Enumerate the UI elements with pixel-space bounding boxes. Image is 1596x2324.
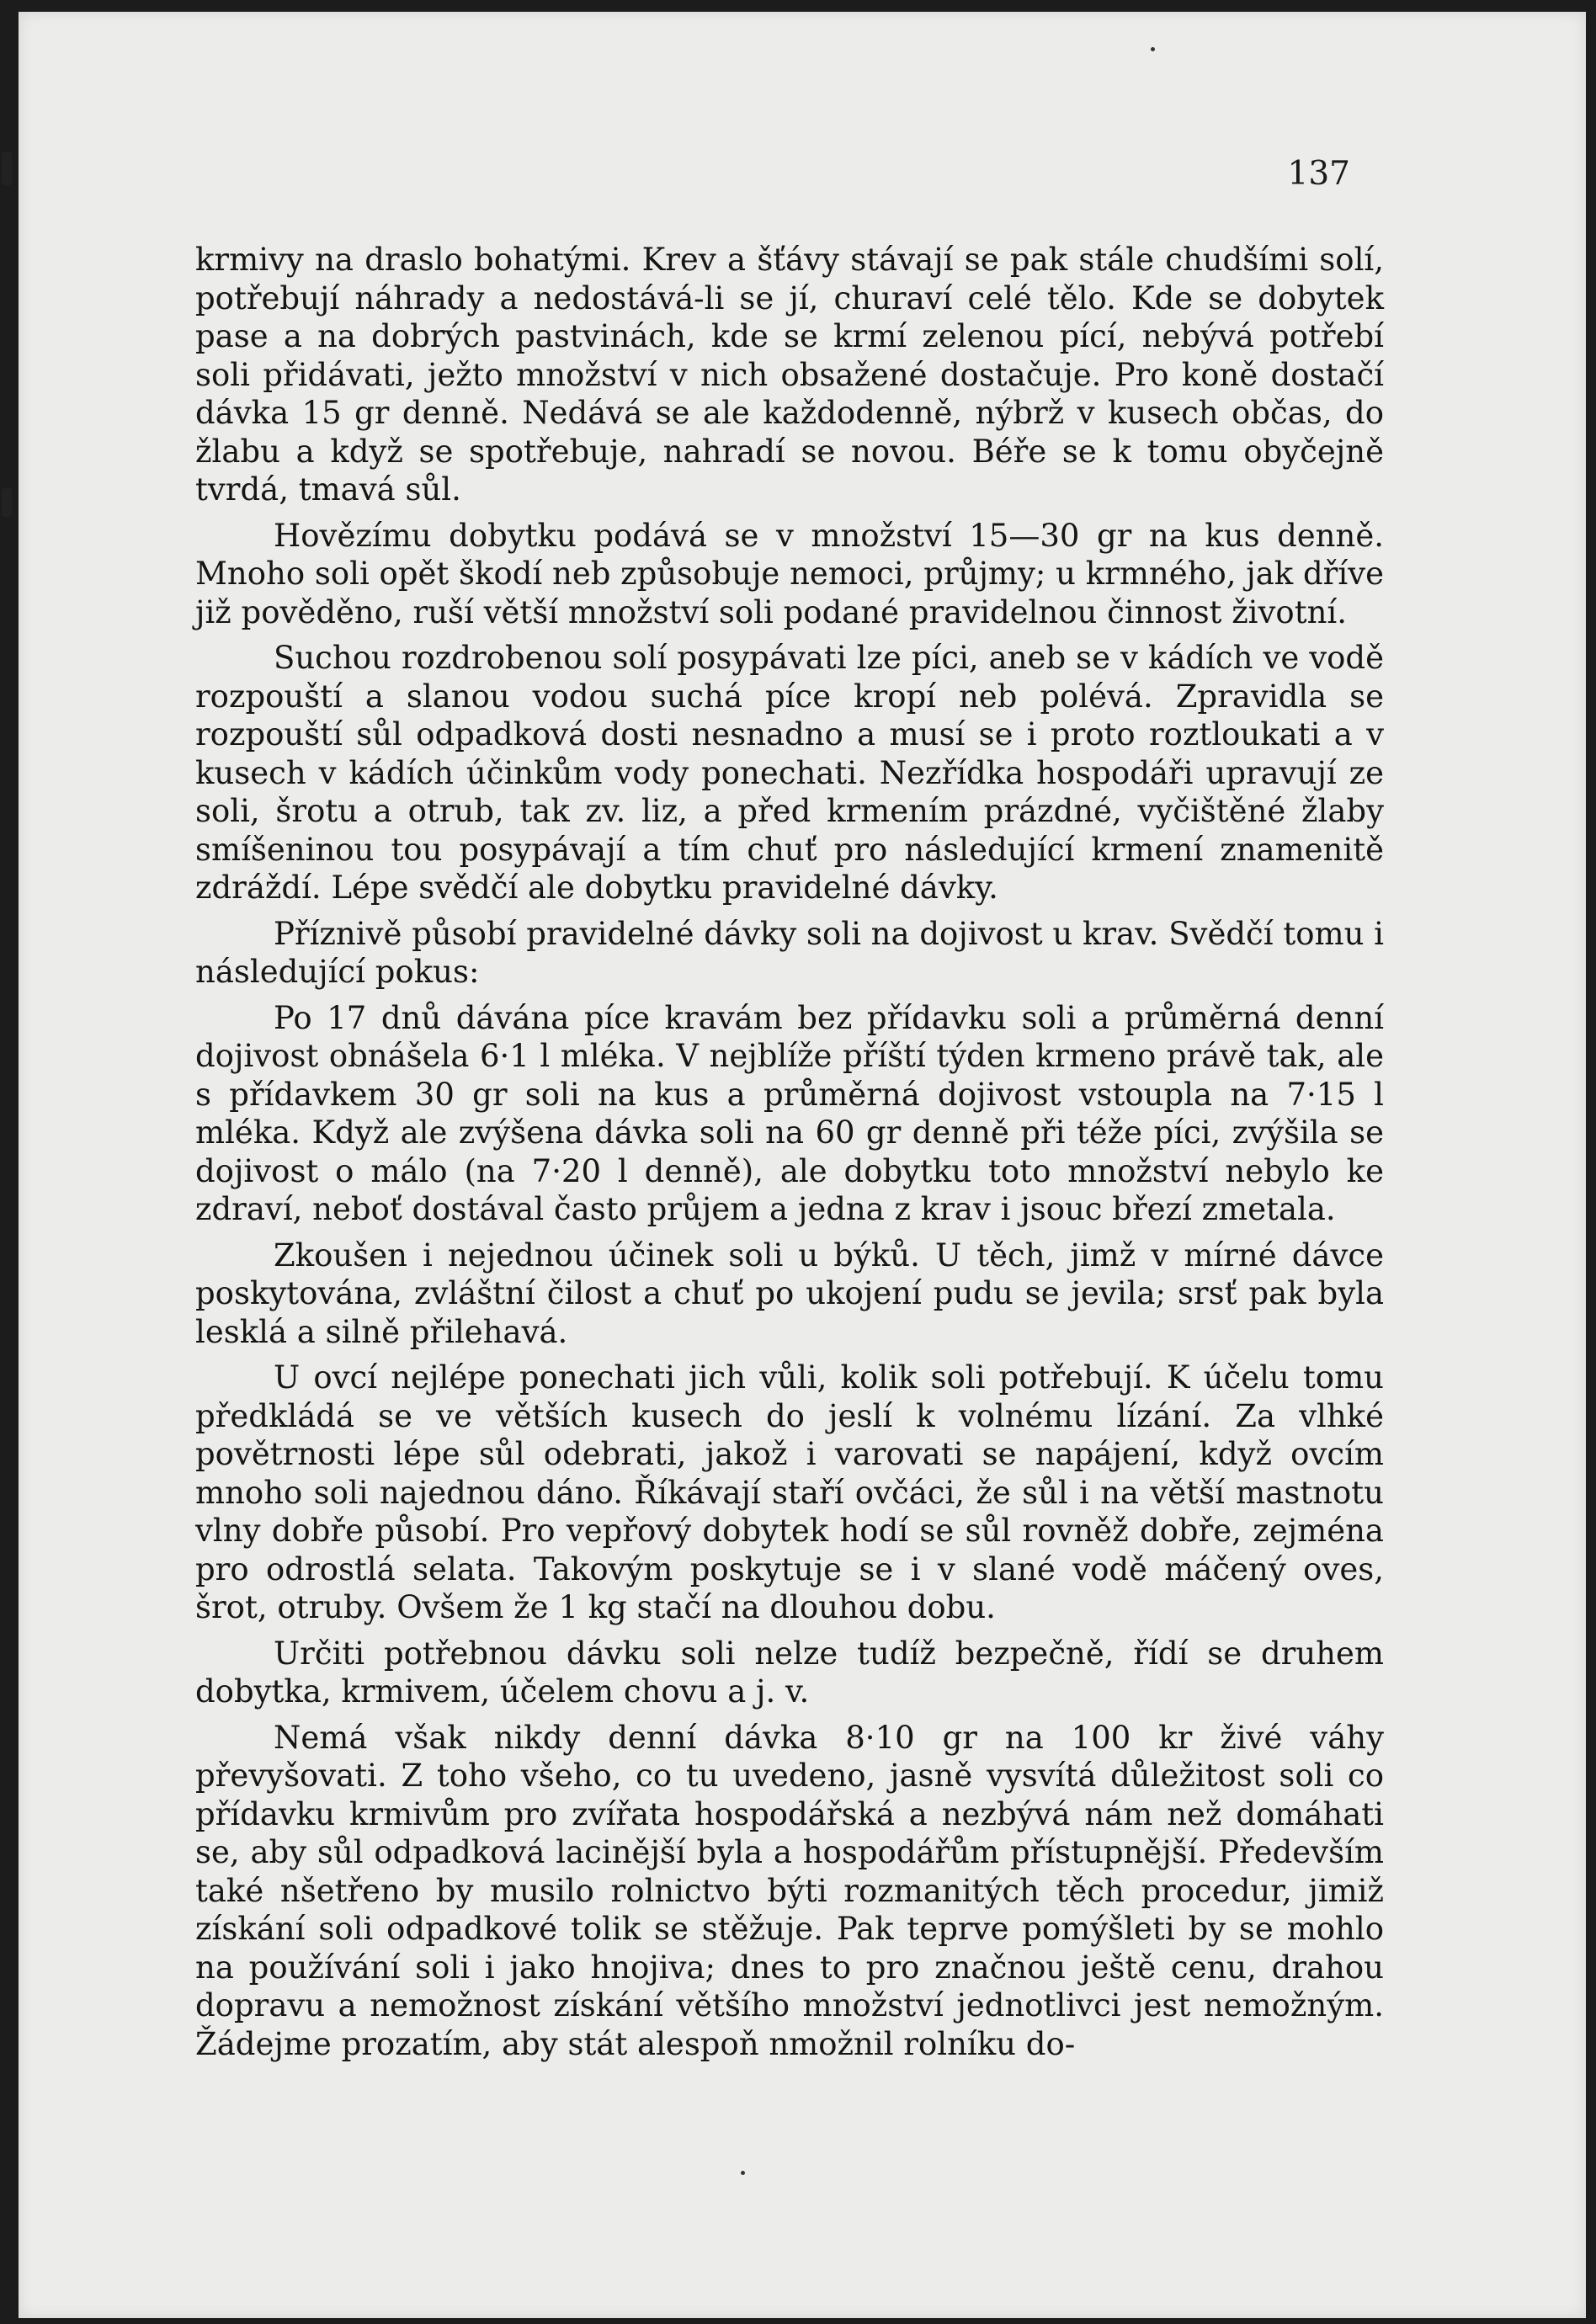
paragraph-2: Hovězímu dobytku podává se v množství 15—30 gr na kus denně. Mnoho soli opět škodí neb způsobuje nemoci, průjmy; u krmného, jak dříve již pověděno, ruší větší množství soli podané pravidelnou činnost životní.	[195, 517, 1384, 630]
paragraph-9: Nemá však nikdy denní dávka 8·10 gr na 100 kr živé váhy převyšovati. Z toho všeho, co tu uvedeno, jasně vysvítá důležitost soli co přídavku krmivům pro zvířata hospodářská a nezbývá nám než domáhati se, aby sůl odpadková lacinější byla a hospodářům přístupnější. Především také nšetřeno by musilo rolnictvo býti rozmanitých těch procedur, jimiž získání soli odpadkové tolik se stěžuje. Pak teprve pomýšleti by se mohlo na používání soli i jako hnojiva; dnes to pro značnou ještě cenu, drahou dopravu a nemožnost získání většího množství jednotlivci jest nemožným. Žádejme prozatím, aby stát alespoň nmožnil rolníku do-	[195, 1719, 1384, 2062]
document-page	[19, 12, 1586, 2318]
speck-mark	[1151, 47, 1155, 51]
paragraph-3: Suchou rozdrobenou solí posypávati lze píci, aneb se v kádích ve vodě rozpouští a slanou vodou suchá píce kropí neb polévá. Zpravidla se rozpouští sůl odpadková dosti nesnadno a musí se i proto roztloukati a v kusech v kádích účinkům vody ponechati. Nezřídka hospodáři upravují ze soli, šrotu a otrub, tak zv. liz, a před krmením prázdné, vyčištěné žlaby smíšeninou tou posypávají a tím chuť pro následující krmení znamenitě zdráždí. Lépe svědčí ale dobytku pravidelné dávky.	[195, 640, 1384, 906]
paragraph-8: Určiti potřebnou dávku soli nelze tudíž bezpečně, řídí se druhem dobytka, krmivem, účelem chovu a j. v.	[195, 1635, 1384, 1710]
paragraph-7: U ovcí nejlépe ponechati jich vůli, kolik soli potřebují. K účelu tomu předkládá se ve větších kusech do jeslí k volnému lízání. Za vlhké povětrnosti lépe sůl odebrati, jakož i varovati se napájení, když ovcím mnoho soli najednou dáno. Říkávají staří ovčáci, že sůl i na větší mastnotu vlny dobře působí. Pro vepřový dobytek hodí se sůl rovněž dobře, zejména pro odrostlá selata. Takovým poskytuje se i v slané vodě máčený oves, šrot, otruby. Ovšem že 1 kg stačí na dlouhou dobu.	[195, 1359, 1384, 1625]
paragraph-4: Příznivě působí pravidelné dávky soli na dojivost u krav. Svědčí tomu i následující pokus:	[195, 915, 1384, 990]
binding-edge-mark	[2, 152, 12, 185]
binding-edge-mark	[2, 488, 12, 517]
paragraph-6: Zkoušen i nejednou účinek soli u býků. U těch, jimž v mírné dávce poskytována, zvláštní čilost a chuť po ukojení pudu se jevila; srsť pak byla lesklá a silně přilehavá.	[195, 1236, 1384, 1350]
paragraph-1: krmivy na draslo bohatými. Krev a šťávy stávají se pak stále chudšími solí, potřebují náhrady a nedostává-li se jí, churaví celé tělo. Kde se dobytek pase a na dobrých pastvinách, kde se krmí zelenou pící, nebývá potřebí soli přidávati, ježto množství v nich obsažené dostačuje. Pro koně dostačí dávka 15 gr denně. Nedává se ale každodenně, nýbrž v kusech občas, do žlabu a když se spotřebuje, nahradí se novou. Béře se k tomu obyčejně tvrdá, tmavá sůl.	[195, 242, 1384, 508]
page-number: 137	[1287, 155, 1350, 193]
body-text	[195, 241, 1384, 2071]
speck-mark	[741, 2171, 745, 2175]
paragraph-5: Po 17 dnů dávána píce kravám bez přídavku soli a průměrná denní dojivost obnášela 6·1 l mléka. V nejblíže příští týden krmeno právě tak, ale s přídavkem 30 gr soli na kus a průměrná dojivost vstoupla na 7·15 l mléka. Když ale zvýšena dávka soli na 60 gr denně při téže píci, zvýšila se dojivost o málo (na 7·20 l denně), ale dobytku toto množství nebylo ke zdraví, neboť dostával často průjem a jedna z krav i jsouc březí zmetala.	[195, 999, 1384, 1227]
